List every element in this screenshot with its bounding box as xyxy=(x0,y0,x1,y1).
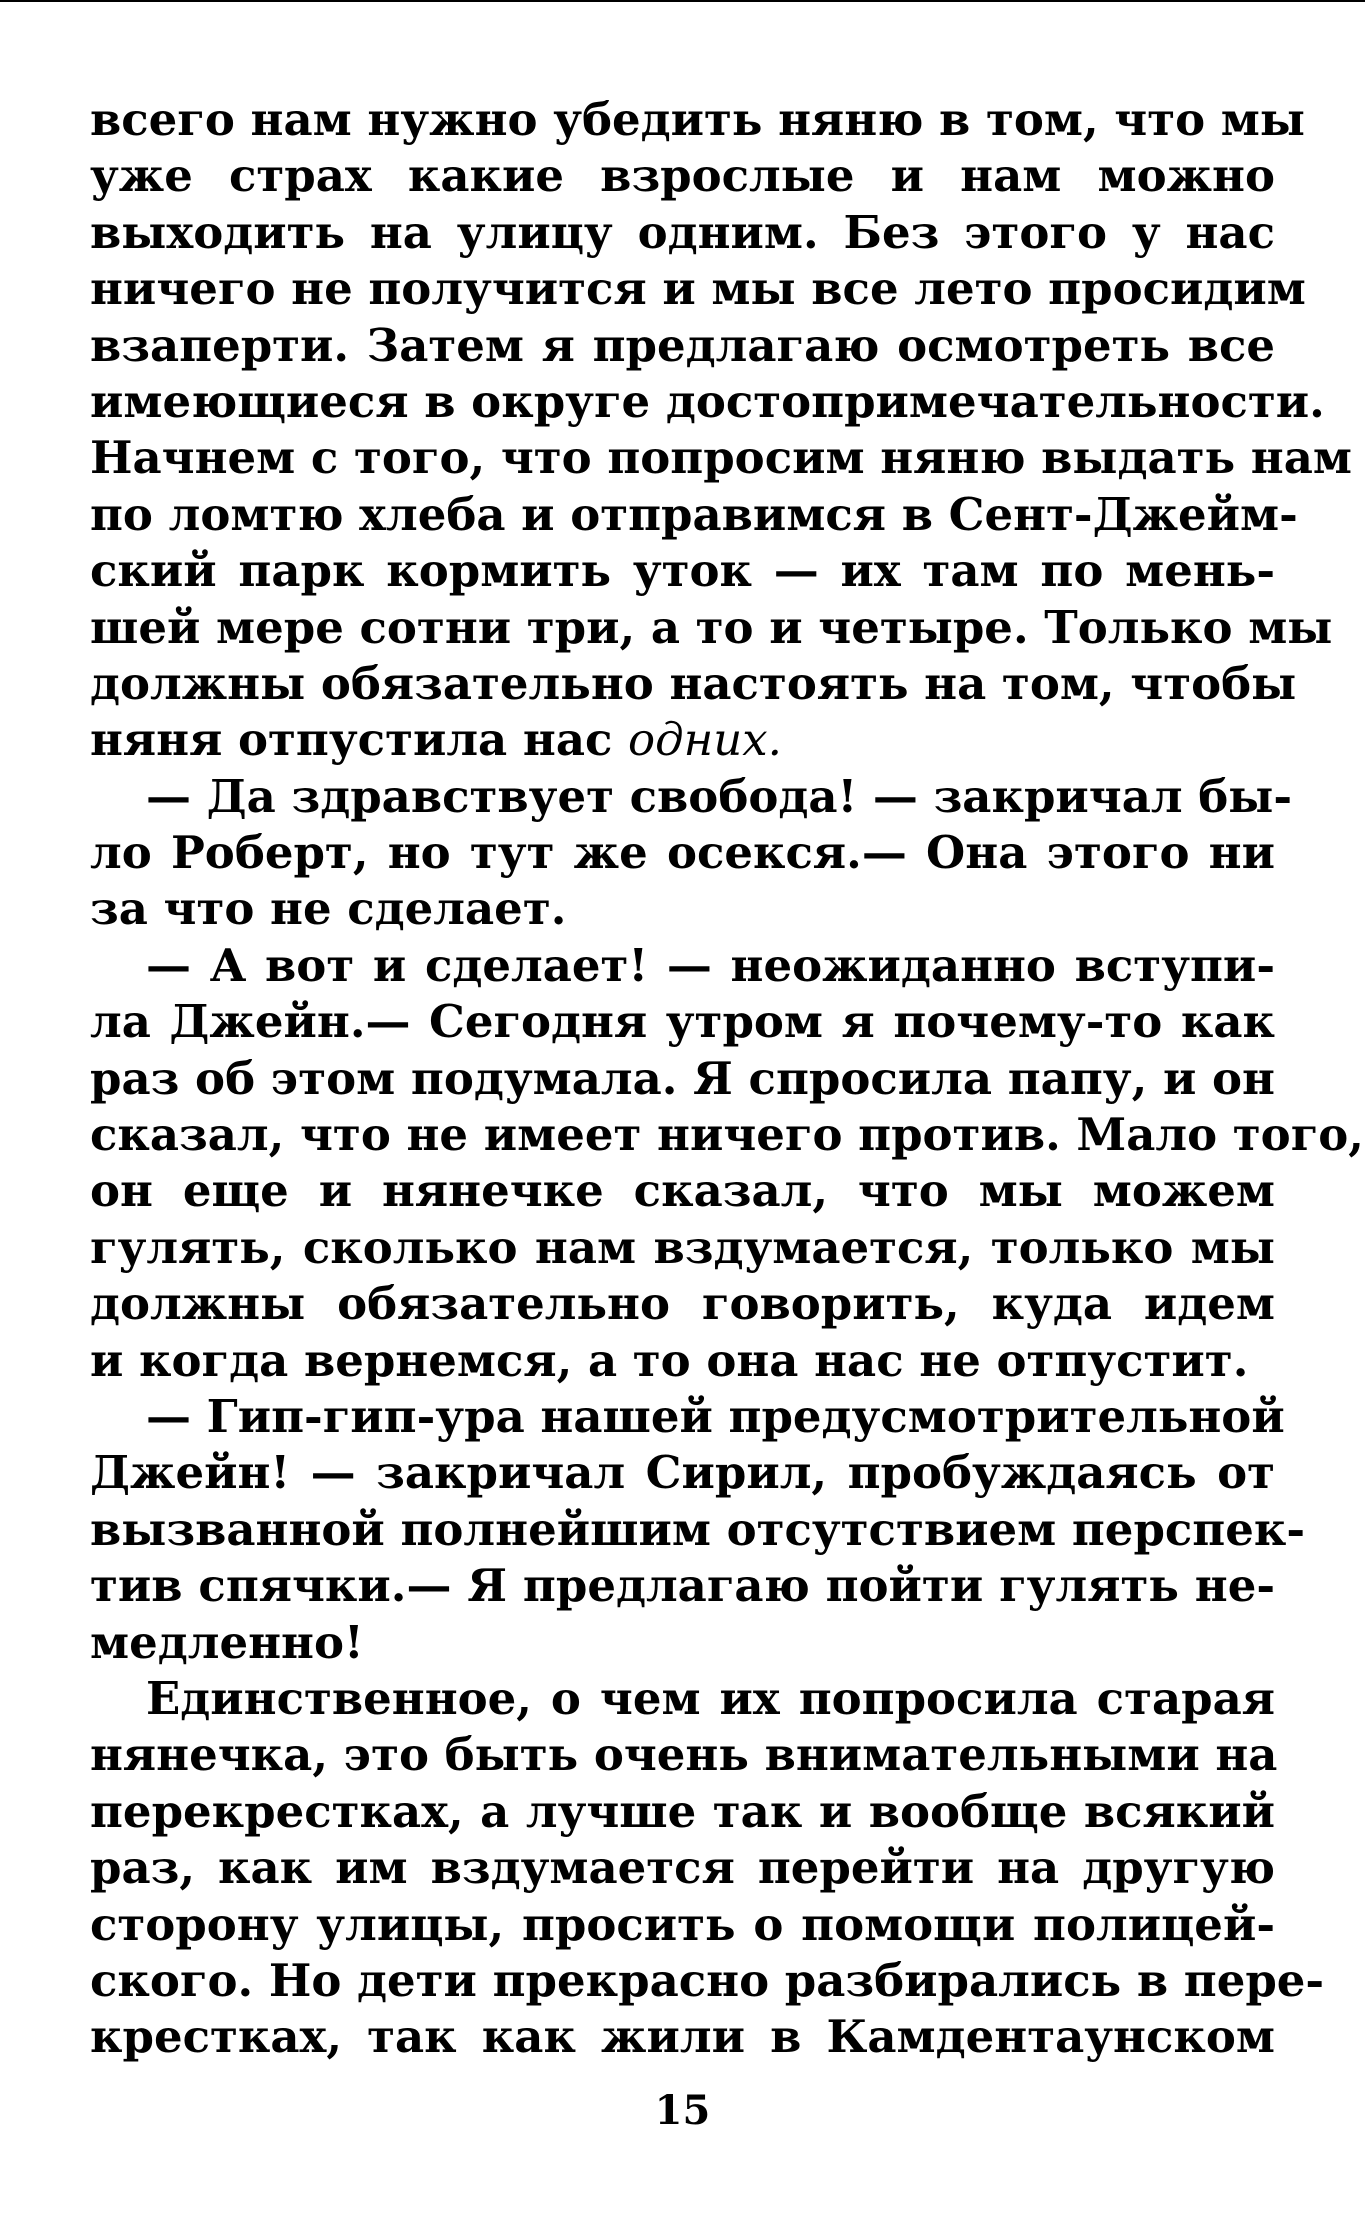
text-line-content: медленно! xyxy=(90,1615,364,1669)
text-line-content: няня отпустила нас xyxy=(90,713,629,767)
text-line xyxy=(90,712,1275,768)
text-line-content: должны обязательно настоять на том, чтобы xyxy=(90,656,1297,710)
text-line xyxy=(90,825,1275,881)
text-line xyxy=(90,487,1298,543)
text-line xyxy=(90,374,1325,430)
text-line xyxy=(90,1276,1275,1332)
text-line xyxy=(90,261,1306,317)
text-line-content: сказал, что не имеет ничего против. Мало того, xyxy=(90,1108,1364,1162)
text-line xyxy=(90,881,1275,937)
text-line-content: за что не сделает. xyxy=(90,882,567,936)
text-line xyxy=(90,600,1333,656)
italic-emphasis: одних. xyxy=(628,713,782,767)
text-line-content: Единственное, о чем их попросила старая xyxy=(146,1671,1275,1725)
text-line-content: вызванной полнейшим отсутствием перспек- xyxy=(90,1502,1306,1556)
text-line xyxy=(90,1051,1275,1107)
text-line-content: должны обязательно говорить, куда идем xyxy=(90,1277,1275,1331)
text-line xyxy=(90,769,1293,825)
text-line xyxy=(90,1840,1275,1896)
page-number: 15 xyxy=(654,2087,711,2134)
text-line xyxy=(90,1389,1285,1445)
text-line-content: раз, как им вздумается перейти на другую xyxy=(90,1841,1275,1895)
text-line xyxy=(90,318,1275,374)
text-line-content: — А вот и сделает! — неожиданно вступи- xyxy=(146,938,1275,992)
text-line xyxy=(90,1163,1275,1219)
text-line xyxy=(90,1953,1325,2009)
text-line-content: шей мере сотни три, а то и четыре. Только мы xyxy=(90,600,1333,654)
text-line-content: по ломтю хлеба и отправимся в Сент-Джейм- xyxy=(90,487,1298,541)
text-line-content: гулять, сколько нам вздумается, только мы xyxy=(90,1220,1275,1274)
text-line xyxy=(90,2009,1275,2065)
text-line-content: крестках, так как жили в Камдентаунском xyxy=(90,2010,1275,2064)
text-line-content: ский парк кормить уток — их там по мень- xyxy=(90,544,1275,598)
text-line-content: и когда вернемся, а то она нас не отпустит. xyxy=(90,1333,1249,1387)
text-line xyxy=(90,1897,1275,1953)
text-line xyxy=(90,1220,1275,1276)
text-line xyxy=(90,1333,1275,1389)
text-line xyxy=(90,1558,1275,1614)
text-line-content: Джейн! — закричал Сирил, пробуждаясь от xyxy=(90,1446,1275,1500)
text-line xyxy=(90,1502,1306,1558)
text-line xyxy=(90,1671,1275,1727)
text-line-content: — Да здравствует свобода! — закричал бы- xyxy=(146,769,1293,823)
text-line xyxy=(90,205,1275,261)
text-line-content: сторону улицы, просить о помощи полицей- xyxy=(90,1897,1275,1951)
text-line-content: раз об этом подумала. Я спросила папу, и он xyxy=(90,1051,1275,1105)
text-line-content: Начнем с того, что попросим няню выдать нам xyxy=(90,431,1352,485)
text-line xyxy=(90,430,1352,486)
text-line xyxy=(90,1107,1364,1163)
text-line-content: тив спячки.— Я предлагаю пойти гулять не- xyxy=(90,1559,1275,1613)
text-line-content: ского. Но дети прекрасно разбирались в пере- xyxy=(90,1953,1325,2007)
text-line xyxy=(90,1445,1275,1501)
text-line-content: выходить на улицу одним. Без этого у нас xyxy=(90,205,1275,259)
text-line xyxy=(90,92,1305,148)
text-line xyxy=(90,1727,1278,1783)
text-line-content: взаперти. Затем я предлагаю осмотреть все xyxy=(90,318,1275,372)
page-body-text xyxy=(90,92,1364,2066)
text-line-content: ла Джейн.— Сегодня утром я почему-то как xyxy=(90,995,1275,1049)
text-line-content: перекрестках, а лучше так и вообще всякий xyxy=(90,1784,1275,1838)
text-line-content: нянечка, это быть очень внимательными на xyxy=(90,1728,1278,1782)
text-line xyxy=(90,148,1275,204)
text-line-content: ло Роберт, но тут же осекся.— Она этого ни xyxy=(90,826,1275,880)
text-line-content: — Гип-гип-ура нашей предусмотрительной xyxy=(146,1389,1285,1443)
text-line-content: всего нам нужно убедить няню в том, что мы xyxy=(90,93,1305,146)
text-line xyxy=(90,1615,1275,1671)
text-line-content: уже страх какие взрослые и нам можно xyxy=(90,149,1275,203)
text-line-content: он еще и нянечке сказал, что мы можем xyxy=(90,1164,1275,1218)
text-line xyxy=(90,938,1275,994)
text-line xyxy=(90,994,1275,1050)
text-line xyxy=(90,1784,1275,1840)
text-line-content: ничего не получится и мы все лето просидим xyxy=(90,262,1306,316)
text-line xyxy=(90,656,1297,712)
top-border-rule xyxy=(0,0,1365,2)
text-line xyxy=(90,543,1275,599)
text-line-content: имеющиеся в округе достопримечательности. xyxy=(90,374,1325,428)
